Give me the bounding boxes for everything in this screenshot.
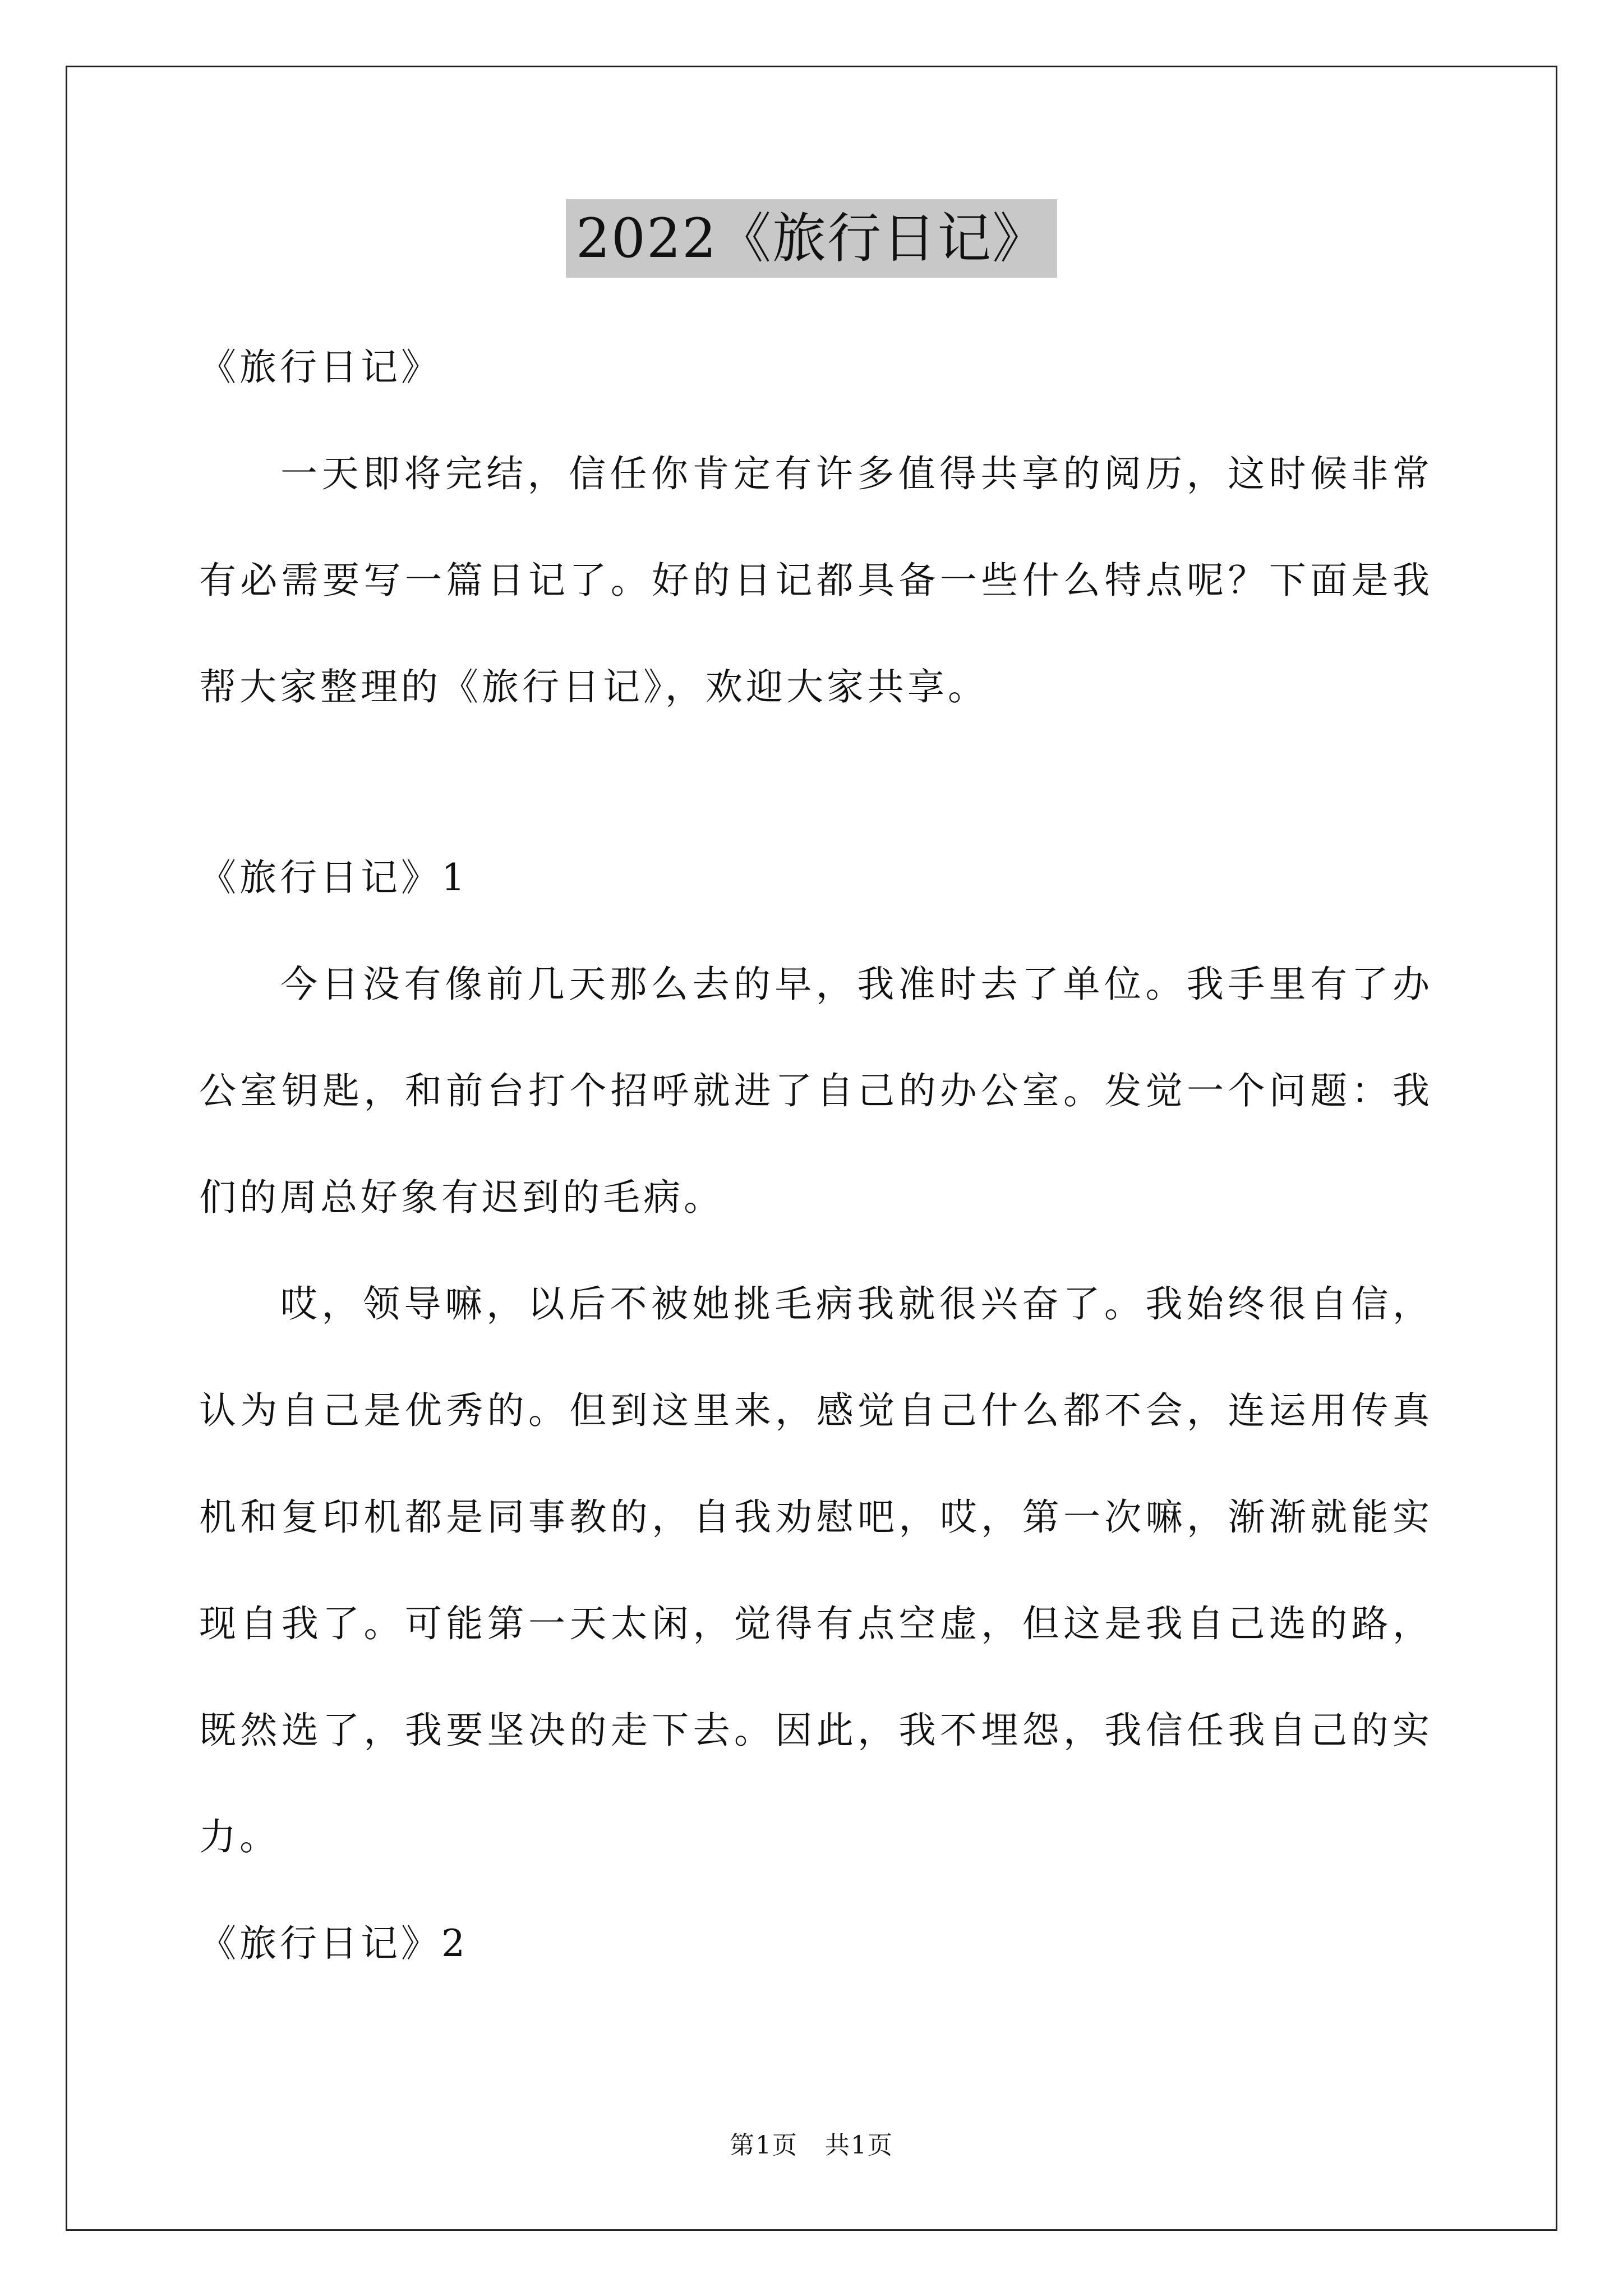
- intro-line: 一天即将完结，信任你肯定有许多值得共享的阅历，这时候非常: [280, 452, 1433, 495]
- document-title: 2022《旅行日记》: [566, 199, 1057, 278]
- section2-heading: 《旅行日记》2: [199, 1922, 468, 1965]
- section1-para2-line: 哎，领导嘛，以后不被她挑毛病我就很兴奋了。我始终很自信，: [280, 1282, 1433, 1326]
- intro-heading: 《旅行日记》: [199, 346, 441, 389]
- section1-para2-line: 机和复印机都是同事教的，自我劝慰吧，哎，第一次嘛，渐渐就能实: [199, 1496, 1433, 1539]
- document-body: [199, 314, 1433, 1997]
- intro-line: 有必需要写一篇日记了。好的日记都具备一些什么特点呢？下面是我: [199, 559, 1433, 602]
- page-number-total: 共1页: [825, 2131, 893, 2160]
- section-gap: [199, 740, 1433, 825]
- section1-heading: 《旅行日记》1: [199, 856, 468, 899]
- page-footer: [0, 2129, 1623, 2162]
- section1-para1-line: 公室钥匙，和前台打个招呼就进了自己的办公室。发觉一个问题：我: [199, 1069, 1433, 1112]
- section1-para2-line: 认为自己是优秀的。但到这里来，感觉自己什么都不会，连运用传真: [199, 1389, 1433, 1432]
- intro-line: 帮大家整理的《旅行日记》，欢迎大家共享。: [199, 665, 988, 708]
- section1-para1-line: 今日没有像前几天那么去的早，我准时去了单位。我手里有了办: [280, 963, 1433, 1006]
- section1-para2-line: 力。: [199, 1815, 280, 1858]
- title-wrap: [0, 199, 1623, 278]
- section1-para2-line: 现自我了。可能第一天太闲，觉得有点空虚，但这是我自己选的路，: [199, 1602, 1433, 1645]
- section1-para1-line: 们的周总好象有迟到的毛病。: [199, 1176, 724, 1219]
- section1-para2-line: 既然选了，我要坚决的走下去。因此，我不埋怨，我信任我自己的实: [199, 1709, 1433, 1752]
- page-number-current: 第1页: [730, 2131, 798, 2160]
